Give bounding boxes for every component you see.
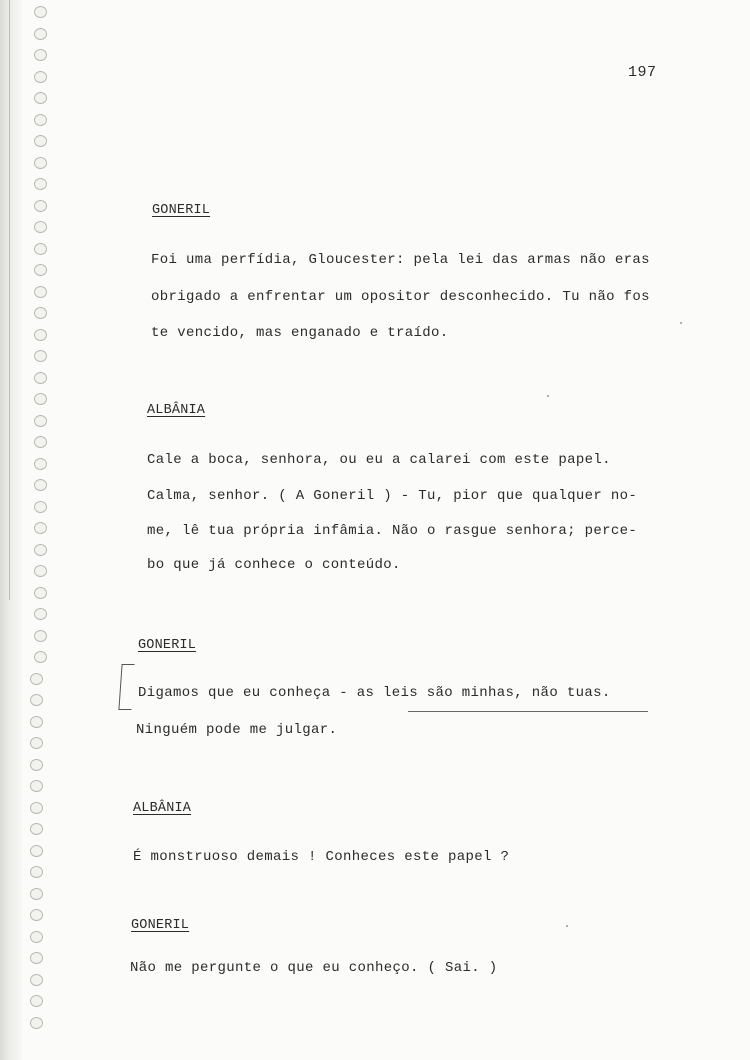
dialogue-line: Ninguém pode me julgar. bbox=[136, 722, 338, 738]
speaker-albania: ALBÂNIA bbox=[147, 403, 206, 418]
dialogue-line: É monstruoso demais ! Conheces este papel ? bbox=[133, 849, 510, 865]
dialogue-line: Calma, senhor. ( A Goneril ) - Tu, pior que qualquer no- bbox=[147, 488, 638, 504]
speaker-goneril: GONERIL bbox=[131, 918, 190, 933]
punch-hole bbox=[30, 694, 43, 706]
punch-hole bbox=[34, 71, 47, 83]
punch-hole bbox=[30, 931, 43, 943]
punch-hole bbox=[34, 479, 47, 491]
dialogue-line: Cale a boca, senhora, ou eu a calarei com este papel. bbox=[147, 452, 611, 468]
punch-hole bbox=[34, 28, 47, 40]
punch-hole bbox=[34, 436, 47, 448]
punch-hole bbox=[30, 866, 43, 878]
handwritten-bracket bbox=[118, 664, 134, 710]
punch-hole bbox=[34, 393, 47, 405]
punch-hole bbox=[34, 565, 47, 577]
punch-hole bbox=[34, 243, 47, 255]
punch-hole bbox=[30, 952, 43, 964]
dialogue-line: te vencido, mas enganado e traído. bbox=[151, 325, 449, 341]
dialogue-line: obrigado a enfrentar um opositor desconhecido. Tu não fos bbox=[151, 289, 650, 305]
punch-hole bbox=[34, 651, 47, 663]
punch-hole bbox=[30, 780, 43, 792]
binding-line bbox=[9, 0, 10, 600]
punch-hole bbox=[34, 522, 47, 534]
punch-hole bbox=[34, 415, 47, 427]
handwritten-underline bbox=[408, 711, 648, 712]
punch-hole bbox=[34, 286, 47, 298]
punch-hole bbox=[30, 823, 43, 835]
punch-hole bbox=[34, 329, 47, 341]
dialogue-line: me, lê tua própria infâmia. Não o rasgue senhora; perce- bbox=[147, 523, 638, 539]
punch-hole bbox=[34, 114, 47, 126]
punch-hole bbox=[34, 49, 47, 61]
punch-hole bbox=[34, 157, 47, 169]
paper-speck bbox=[547, 395, 549, 397]
speaker-goneril: GONERIL bbox=[138, 638, 197, 653]
punch-hole bbox=[30, 974, 43, 986]
dialogue-line: Não me pergunte o que eu conheço. ( Sai. ) bbox=[130, 960, 498, 976]
dialogue-line: bo que já conhece o conteúdo. bbox=[147, 557, 401, 573]
punch-hole bbox=[34, 608, 47, 620]
punch-hole bbox=[30, 759, 43, 771]
paper-speck bbox=[680, 322, 682, 324]
punch-hole bbox=[34, 178, 47, 190]
punch-hole bbox=[30, 1017, 43, 1029]
dialogue-line: Foi uma perfídia, Gloucester: pela lei das armas não eras bbox=[151, 252, 650, 268]
speaker-albania: ALBÂNIA bbox=[133, 801, 192, 816]
punch-hole bbox=[34, 92, 47, 104]
punch-hole bbox=[34, 501, 47, 513]
speaker-goneril: GONERIL bbox=[152, 203, 211, 218]
punch-hole bbox=[34, 350, 47, 362]
punch-hole bbox=[30, 845, 43, 857]
punch-hole bbox=[34, 221, 47, 233]
punch-hole bbox=[30, 888, 43, 900]
punch-hole bbox=[34, 544, 47, 556]
punch-hole bbox=[30, 802, 43, 814]
dialogue-line: Digamos que eu conheça - as leis são minhas, não tuas. bbox=[138, 685, 611, 701]
punch-hole bbox=[34, 6, 47, 18]
punch-hole bbox=[34, 372, 47, 384]
punch-hole bbox=[34, 135, 47, 147]
punch-hole bbox=[30, 716, 43, 728]
punch-hole bbox=[34, 587, 47, 599]
punch-hole bbox=[30, 737, 43, 749]
punch-hole bbox=[30, 673, 43, 685]
paper-speck bbox=[566, 925, 568, 927]
punch-hole bbox=[30, 995, 43, 1007]
punch-hole bbox=[30, 909, 43, 921]
punch-hole bbox=[34, 264, 47, 276]
punch-hole bbox=[34, 307, 47, 319]
punch-hole bbox=[34, 630, 47, 642]
punch-hole bbox=[34, 458, 47, 470]
punch-holes bbox=[34, 0, 54, 1060]
binding-edge bbox=[0, 0, 22, 1060]
punch-hole bbox=[34, 200, 47, 212]
page-number: 197 bbox=[628, 64, 657, 81]
